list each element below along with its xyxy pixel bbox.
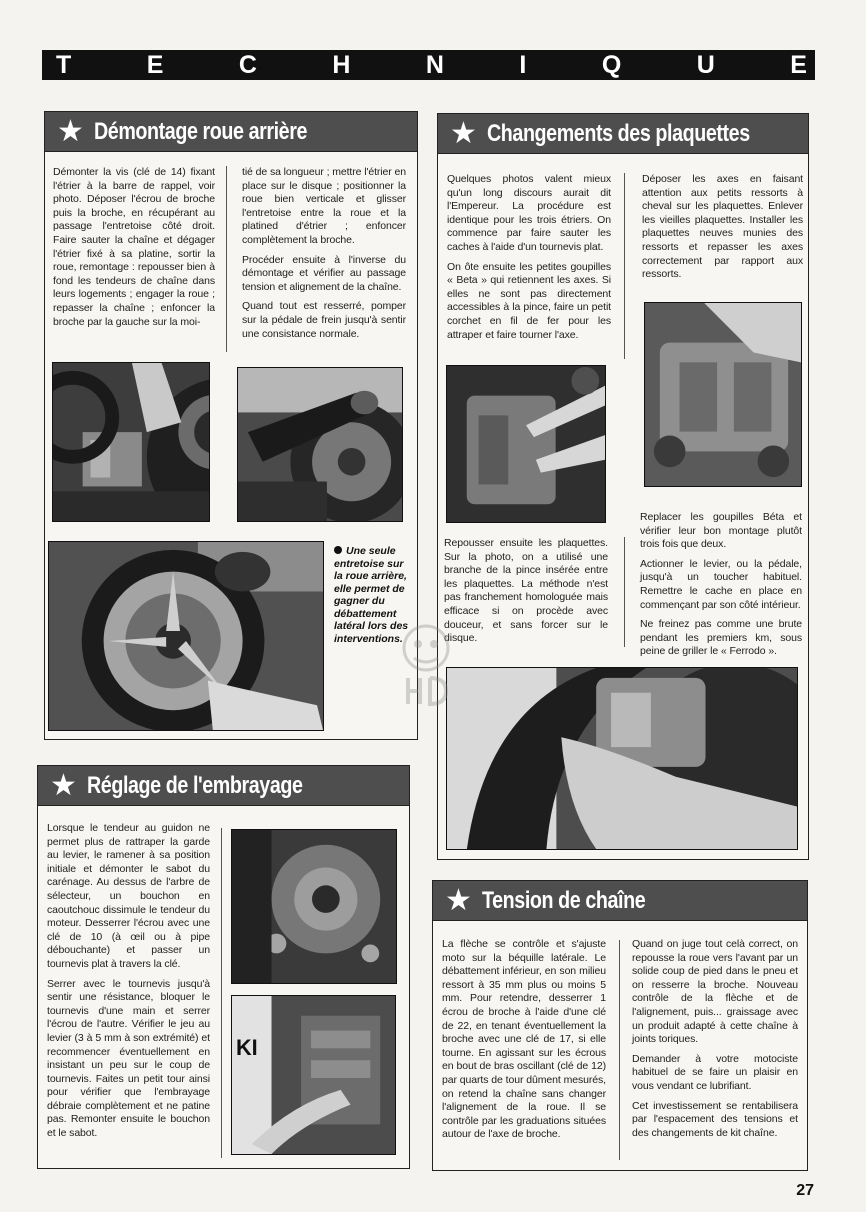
- plaquettes-text-col4: [640, 511, 802, 659]
- paragraph: Quelques photos valent mieux qu'un long discours aurait dit l'Empereur. La procédure est identique pour les trois étriers. On commence par faire sauter les caches à l'aide d'un tournevis plat.: [447, 173, 611, 253]
- paragraph: On ôte ensuite les petites goupilles « Beta » qui retiennent les axes. Si elles ne sont pas directement accessibles à la pince, faire un petit corchet en fil de fer pour les attraper et faire tourner l'axe.: [447, 260, 611, 341]
- chaine-text-col2: [632, 938, 798, 1140]
- star-icon: ★: [450, 115, 477, 151]
- plaquettes-text-col1: [447, 173, 611, 342]
- caption-bold: Une seule entretoise sur la roue arrière, elle permet de gagner du débattement: [334, 545, 407, 620]
- plaquettes-text-col2: Déposer les axes en faisant attention aux petits ressorts à cheval sur les plaquettes. Enlever les vieilles plaquettes. Installer les plaquettes neuves munies des ressorts et repasser les axes correctement par rapport aux ressorts.: [642, 173, 803, 281]
- star-icon: ★: [57, 113, 84, 149]
- chaine-text-col1: La flèche se contrôle et s'ajuste moto sur la béquille latérale. Le débattement inférieur, en son milieu ressort à 35 mm plus ou moins 5 mm. Pour retendre, desserrer 1 écrou de broche à l'aide d'une clé de 22, en tenant éventuellement la broche avec une clé de 17, si elle tourne. En agissant sur les écrous en bout de bras oscillant (clé de 12) par quarts de tour dûment mesurés, on retend la chaîne sans changer l'alignement de la roue. Il se contrôle par les graduations situées autour de l'axe de broche.: [442, 938, 606, 1141]
- photo-image: [238, 368, 402, 521]
- photo-rear-wheel-spacer: [48, 541, 324, 731]
- photo-pliers-pads: [446, 365, 606, 523]
- paragraph: Procéder ensuite à l'inverse du démontage et vérifier au passage tension et alignement de la chaîne.: [242, 253, 406, 293]
- demontage-banner: [45, 112, 417, 152]
- chaine-banner: [433, 881, 807, 921]
- paragraph: Ne freinez pas comme une brute pendant les premiers km, sous peine de griller le « Ferrodo ».: [640, 618, 802, 658]
- paragraph: Serrer avec le tournevis jusqu'à sentir une résistance, bloquer le tournevis d'une main et serrer l'écrou de l'autre. Vérifier le jeu au levier (3 à 5 mm à son extrémité) et recommencer éventuellement en insistant un peu sur le coup de tournevis. Faites un petit tour ainsi pour vérifier que l'embrayage débraie complètement et ne patine pas. Remonter ensuite le bouchon et le sabot.: [47, 977, 210, 1140]
- photo-image: [645, 303, 801, 486]
- plaquettes-banner: [438, 114, 808, 154]
- header-letter: I: [519, 51, 527, 79]
- photo-image: [49, 542, 323, 730]
- column-divider: [619, 940, 620, 1160]
- embrayage-banner: [38, 766, 409, 806]
- photo-pads-removal: [644, 302, 802, 487]
- plaquettes-text-col3: Repousser ensuite les plaquettes. Sur la photo, on a utilisé une branche de la pince insérée entre les plaquettes. La méthode n'est pas franchement homologuée mais efficace si on procède avec douceur, et sans forcer sur le disque.: [444, 537, 608, 645]
- photo-clutch-adjust: [231, 995, 396, 1155]
- section-header-technique: [42, 50, 815, 80]
- paragraph: Demander à votre motociste habituel de se faire un plaisir en vous vendant ce lubrifiant.: [632, 1052, 798, 1092]
- embrayage-title: Réglage de l'embrayage: [86, 771, 303, 799]
- bullet-icon: [334, 546, 342, 554]
- column-divider: [624, 173, 625, 359]
- header-letter: C: [238, 51, 257, 79]
- column-divider: [226, 166, 227, 352]
- plaquettes-title: Changements des plaquettes: [486, 119, 750, 147]
- star-icon: ★: [445, 882, 472, 918]
- photo-image: [53, 363, 209, 521]
- paragraph: Quand tout est resserré, pomper sur la pédale de frein jusqu'à sentir une consistance normale.: [242, 300, 406, 340]
- photo-caliper-cover: [446, 667, 798, 850]
- header-letter: N: [425, 51, 444, 79]
- page-number: 27: [796, 1182, 814, 1199]
- paragraph: tié de sa longueur ; mettre l'étrier en place sur le disque ; positionner la roue bien verticale et glisser l'entretoise entre la roue et la platined d'étrier ; enfoncer complètement la broche.: [242, 166, 406, 246]
- header-letter: E: [790, 51, 807, 79]
- header-letter: H: [332, 51, 351, 79]
- paragraph: Actionner le levier, ou la pédale, jusqu'à un toucher habituel. Remettre le cache en place en commençant par son côté intérieur.: [640, 557, 802, 611]
- demontage-text-col1: Démonter la vis (clé de 14) fixant l'étrier à la barre de rappel, voir photo. Déposer l'écrou de broche puis la broche, en récupérant au passage l'entretoise côté droit. Faire sauter la chaîne et dégager l'étrier fixé à sa platine, sortir la roue, remontage : repousser bien à fond les tendeurs de chaîne dans leurs logements ; engager la roue ; repasser la chaîne ; enfoncer la broche par la gauche sur la moi-: [53, 166, 215, 328]
- embrayage-text: [47, 822, 210, 1141]
- paragraph: Quand on juge tout celà correct, on repousse la roue vers l'avant par un solide coup de pied dans le pneu et on resserre la broche. Nouveau contrôle de la flèche et de l'alignement, puis... graissage avec un produit adapté à cette chaîne à joints toriques.: [632, 938, 798, 1046]
- photo-clutch-cover: [231, 829, 397, 984]
- header-letter: T: [56, 51, 72, 79]
- paragraph: Lorsque le tendeur au guidon ne permet plus de rattraper la garde au levier, le ramener à sa position initiale et démonter le sabot du carénage. Au dessus de l'arbre de sélecteur, un bouchon en caoutchouc dissimule le tendeur du moteur. Desserrer l'écrou avec une clé de 10 (à œil ou à pipe débouchante) et passer un tournevis plat à travers la clé.: [47, 822, 210, 970]
- photo-image: [447, 366, 605, 522]
- photo-image: [232, 830, 396, 983]
- header-letter: Q: [601, 51, 622, 79]
- chaine-title: Tension de chaîne: [481, 886, 646, 914]
- photo-caliper-wheel: [52, 362, 210, 522]
- paragraph: Replacer les goupilles Béta et vérifier leur bon montage plutôt trois fois que deux.: [640, 511, 802, 551]
- svg-text:KI: KI: [235, 1035, 258, 1061]
- photo-exhaust-wheel: [237, 367, 403, 522]
- watermark-logo: [398, 620, 454, 710]
- header-letter: E: [146, 51, 164, 79]
- demontage-text-col2: [242, 166, 406, 341]
- photo-image: [447, 668, 797, 849]
- column-divider: [624, 537, 625, 647]
- header-letter: U: [696, 51, 715, 79]
- photo-image: [232, 996, 395, 1154]
- column-divider: [221, 828, 222, 1158]
- demontage-title: Démontage roue arrière: [93, 117, 307, 145]
- star-icon: ★: [50, 767, 77, 803]
- paragraph: Cet investissement se rentabilisera par l'espacement des tensions et des changements de kit chaîne.: [632, 1099, 798, 1139]
- caption-rest: latéral lors des interventions.: [334, 620, 409, 645]
